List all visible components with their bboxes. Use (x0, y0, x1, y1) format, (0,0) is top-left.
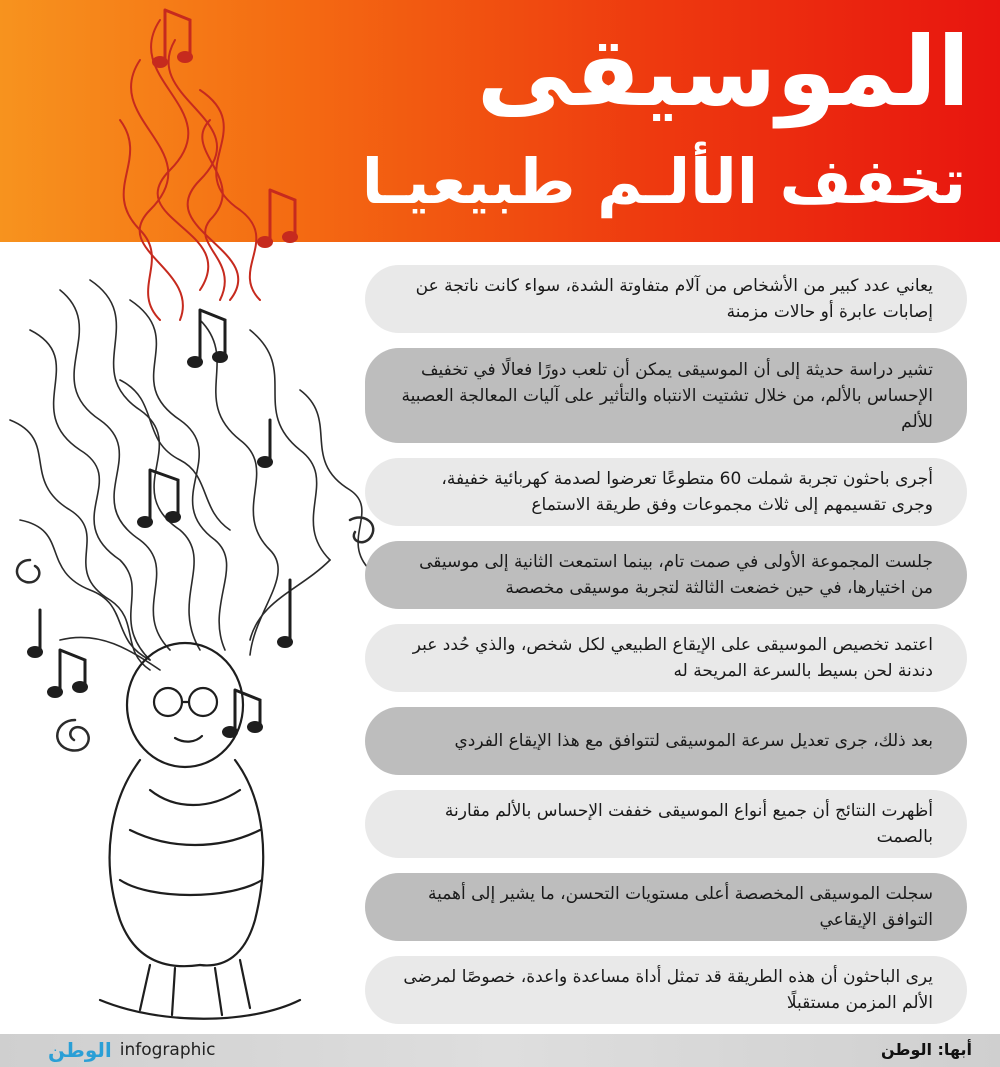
fact-text: تشير دراسة حديثة إلى أن الموسيقى يمكن أن تلعب دورًا فعالًا في تخفيف الإحساس بالألم، من خلال تشتيت الانتباه والتأثير على آليات المعالجة العصبية للألم (401, 359, 933, 432)
fact-text: جلست المجموعة الأولى في صمت تام، بينما استمعت الثانية إلى موسيقى من اختيارها، في حين خضعت الثالثة لتجربة موسيقى مخصصة (419, 552, 933, 598)
fact-card (365, 873, 967, 941)
music-child-illustration-icon (0, 0, 400, 1030)
fact-card (365, 956, 967, 1024)
page-title: الموسيقى (476, 16, 970, 128)
fact-card (365, 348, 967, 443)
brand (48, 1038, 215, 1062)
fact-text: أجرى باحثون تجربة شملت 60 متطوعًا تعرضوا لصدمة كهربائية خفيفة، وجرى تقسيمهم إلى ثلاث مجموعات وفق طريقة الاستماع (441, 469, 933, 515)
fact-text: اعتمد تخصيص الموسيقى على الإيقاع الطبيعي لكل شخص، والذي حُدد عبر دندنة لحن بسيط بالسرعة المريحة له (412, 635, 933, 681)
fact-text: سجلت الموسيقى المخصصة أعلى مستويات التحسن، ما يشير إلى أهمية التوافق الإيقاعي (427, 884, 933, 930)
fact-card (365, 790, 967, 858)
source-credit: أبها: الوطن (880, 1040, 972, 1059)
fact-text: بعد ذلك، جرى تعديل سرعة الموسيقى لتتوافق مع هذا الإيقاع الفردي (454, 731, 933, 751)
fact-text: أظهرت النتائج أن جميع أنواع الموسيقى خففت الإحساس بالألم مقارنة بالصمت (444, 801, 933, 847)
page-subtitle: تخفف الألـم طبيعيـا (361, 145, 966, 218)
footer-bar (0, 1034, 1000, 1067)
fact-card (365, 458, 967, 526)
facts-list (365, 265, 967, 1039)
alwatan-logo: الوطن (48, 1038, 112, 1062)
infographic-label: infographic (119, 1040, 216, 1060)
fact-card (365, 541, 967, 609)
fact-card (365, 265, 967, 333)
fact-text: يعاني عدد كبير من الأشخاص من آلام متفاوتة الشدة، سواء كانت ناتجة عن إصابات عابرة أو حالات مزمنة (415, 276, 933, 322)
fact-text: يرى الباحثون أن هذه الطريقة قد تمثل أداة مساعدة واعدة، خصوصًا لمرضى الألم المزمن مستقبلًا (403, 967, 933, 1013)
fact-card (365, 624, 967, 692)
fact-card (365, 707, 967, 775)
